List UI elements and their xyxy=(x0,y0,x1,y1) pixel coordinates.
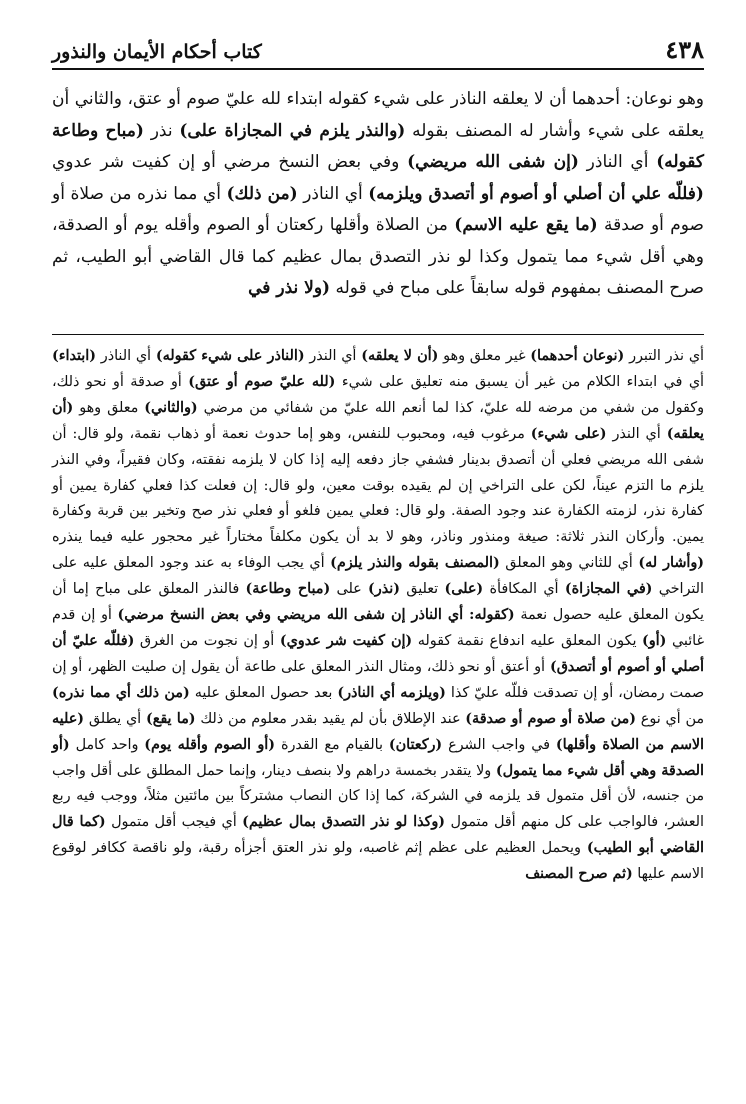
text-run-bold: (وكذا لو نذر التصدق بمال عظيم) xyxy=(242,814,446,831)
text-run-bold: (من ذلك) xyxy=(226,183,298,204)
text-run: أي مما نذره من صلاة أو صوم أو صدقة xyxy=(52,183,704,235)
text-run-bold: (ما يقع) xyxy=(145,710,196,727)
text-run-bold: (نذر) xyxy=(368,581,400,598)
text-run: أي المكافأة xyxy=(483,581,565,598)
text-run: أي النذر xyxy=(606,425,667,442)
text-run: مرغوب فيه، ومحبوب للنفس، وهو إما حدوث نعمة أو ذهاب نقمة، ولو قال: أن شفى الله مريضي فعلي أن أتصدق بدينار فشفي جاز دفعه إليه إذا كان لا يلزمه نفقته، وكان فقيراً، وفي النذر يلزم ما التزم عيناً، لكن على التراخي إن لم يقيده بوقت معين، ولو قال: إن فعلت كذا فعلي كفارة يمين أو كفارة نذر، لزمته الكفارة عند وجود الصفة. ولو قال: فعلي يمين فلغو أو فعلي نذر صح وتخير بين قربة وكفارة يمين. وأركان النذر ثلاثة: صيغة ومنذور وناذر، وهو لا بد أن يكون مكلفاً مختاراً غير محجور عليه فيما ينذره xyxy=(52,425,704,546)
text-run-bold: (إن شفى الله مريضي) xyxy=(407,152,579,172)
text-run-bold: (على) xyxy=(444,581,484,598)
text-run-bold: (من صلاة أو صوم أو صدقة) xyxy=(465,710,636,727)
text-run: وفي بعض النسخ مرضي أو إن كفيت شر عدوي xyxy=(52,152,408,172)
text-run-bold: (مباح وطاعة كقوله) xyxy=(52,120,704,172)
running-title: كتاب أحكام الأيمان والنذور xyxy=(52,41,262,63)
text-run-bold: (والثاني) xyxy=(144,399,198,416)
text-run-bold: (فللّه علي أن أصلي أو أصوم أو أتصدق ويلزمه) xyxy=(368,183,704,204)
text-run-bold: (الناذر على شيء كقوله) xyxy=(155,348,305,364)
footnote-divider xyxy=(52,334,704,335)
text-run-bold: (لله عليّ صوم أو عتق) xyxy=(188,373,336,390)
text-run-bold: (أو الصوم وأقله يوم) xyxy=(144,736,276,753)
text-run: أي للثاني وهو المعلق xyxy=(499,555,639,572)
text-run: عند الإطلاق بأن لم يقيد بقدر معلوم من ذلك xyxy=(195,710,466,727)
text-run: أي يجب الوفاء به عند وجود المعلق عليه على التراخي xyxy=(52,555,704,598)
text-run-bold: (في المجازاة) xyxy=(564,581,653,598)
text-run: نذر xyxy=(143,120,180,141)
text-run-bold: (أن يعلقه) xyxy=(52,399,704,442)
text-run-bold: (نوعان أحدهما) xyxy=(530,348,625,364)
text-run: في واجب الشرع xyxy=(442,736,556,753)
text-run-bold: (من ذلك أي مما نذره) xyxy=(52,684,190,701)
text-run-bold: (أو الصدقة وهي أقل شيء مما يتمول) xyxy=(52,736,704,779)
commentary-paragraph xyxy=(52,344,704,888)
text-run: بعد حصول المعلق عليه xyxy=(189,684,338,701)
text-run: فالنذر المعلق على مباح إما أن يكون المعلق عليه حصول نعمة xyxy=(52,581,704,624)
commentary-text xyxy=(52,344,704,888)
text-run: من الصلاة وأقلها ركعتان أو الصوم وأقله يوم أو الصدقة، وهي أقل شيء مما يتمول وكذا لو نذر التصدق بمال عظيم كما قال القاضي أبو الطيب، ثم صرح المصنف بمفهوم قوله سابقاً على مباح في قوله xyxy=(52,215,704,298)
text-run: ولا يتقدر بخمسة دراهم ولا بنصف دينار، وإنما حمل المطلق على أقل واجب من جنسه، لأن أقل متمول قد يلزمه في الشركة، كما إذا كان النصاب مشتركاً بين مائتين مثلاً، ووجب فيه ربع العشر، فالواجب على كل منهم أقل متمول xyxy=(52,762,704,831)
page-header xyxy=(52,26,704,70)
text-run: بالقيام مع القدرة xyxy=(275,736,389,753)
text-run: أي النذر xyxy=(304,348,362,364)
main-text xyxy=(52,84,704,305)
text-run-bold: (فللّه عليّ أن أصلي أو أصوم أو أتصدق) xyxy=(52,632,704,675)
text-run-bold: (ويلزمه أي الناذر) xyxy=(337,684,446,701)
text-run-bold: (ثم صرح المصنف xyxy=(525,866,633,883)
text-run: ويحمل العظيم على عظم إثم غاصبه، ولو نذر العتق أجزأه رقبة، ولو ناقصة ككافر لوقوع الاسم عليها xyxy=(52,840,704,883)
text-run-bold: (وأشار له) xyxy=(638,555,704,572)
text-run: من أي نوع xyxy=(635,710,704,727)
text-run: على xyxy=(330,581,369,598)
text-run-bold: (على شيء) xyxy=(530,425,607,442)
text-run: وهو نوعان: أحدهما أن لا يعلقه الناذر على شيء كقوله ابتداء لله عليّ صوم أو عتق، والثاني أن يعلقه على شيء وأشار له المصنف بقوله xyxy=(52,89,704,141)
text-run: أي نذر التبرر xyxy=(624,348,704,364)
text-run: أي الناذر xyxy=(297,183,369,204)
page-number: ٤٣٨ xyxy=(665,35,704,64)
text-run-bold: (ما يقع عليه الاسم) xyxy=(454,215,598,235)
text-run: أو أعتق أو نحو ذلك، ومثال النذر المعلق على طاعة أن يقول إن صليت الظهر، أو إن صمت رمضان، أو إن تصدقت فللّه عليّ كذا xyxy=(52,658,704,701)
text-run: أي في ابتداء الكلام من غير أن يسبق منه تعليق على شيء xyxy=(335,373,704,390)
text-run: واحد كامل xyxy=(69,736,145,753)
text-run: أو إن نجوت من الغرق xyxy=(134,632,280,649)
text-run: أو صدقة أو نحو ذلك، وكقول من شفي من مرضه لله عليّ، كذا لما أنعم الله عليّ من شفائي من مرضي xyxy=(52,373,704,416)
text-run-bold: (ركعتان) xyxy=(388,736,443,753)
text-run: يكون المعلق عليه اندفاع نقمة كقوله xyxy=(412,632,642,649)
text-run: أي الناذر xyxy=(578,152,657,172)
text-run-bold: (أو) xyxy=(642,632,667,649)
text-run-bold: (المصنف بقوله والنذر يلزم) xyxy=(330,555,500,572)
text-run: أو إن قدم غائبي xyxy=(52,607,705,649)
text-run: أي يطلق xyxy=(84,710,146,727)
text-run-bold: (كما قال القاضي أبو الطيب) xyxy=(52,814,704,857)
main-paragraph xyxy=(52,84,704,305)
text-run: أي الناذر xyxy=(96,348,156,364)
text-run-bold: (عليه الاسم من الصلاة وأقلها) xyxy=(52,710,704,753)
text-run: أي فيجب أقل متمول xyxy=(105,814,243,831)
text-run-bold: (كقوله: أي الناذر إن شفى الله مريضي وفي بعض النسخ مرضي) xyxy=(117,607,515,624)
text-run-bold: (ولا نذر في xyxy=(248,278,331,298)
text-run-bold: (والنذر يلزم في المجازاة على) xyxy=(179,120,406,141)
text-run-bold: (مباح وطاعة) xyxy=(245,581,331,598)
text-run-bold: (إن كفيت شر عدوي) xyxy=(279,632,413,649)
text-run: غير معلق وهو xyxy=(438,348,531,364)
text-run: معلق وهو xyxy=(73,399,145,416)
text-run-bold: (أن لا يعلقه) xyxy=(361,348,439,364)
text-run: تعليق xyxy=(399,581,445,598)
text-run-bold: (ابتداء) xyxy=(52,348,96,364)
